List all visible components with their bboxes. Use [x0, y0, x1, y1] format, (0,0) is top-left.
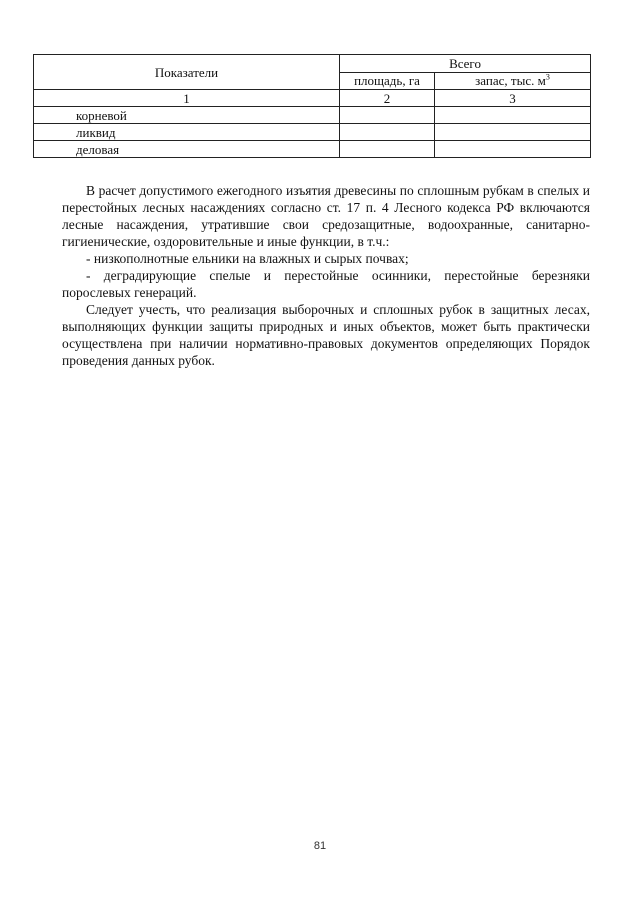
row-stock-cell [435, 107, 591, 124]
row-label: ликвид [34, 124, 340, 141]
row-area-cell [340, 141, 435, 158]
row-stock-cell [435, 124, 591, 141]
table-row [34, 107, 591, 124]
indicators-table [33, 54, 591, 158]
body-text [62, 182, 590, 369]
row-area-cell [340, 107, 435, 124]
header-indicators: Показатели [34, 55, 340, 90]
row-stock-cell [435, 141, 591, 158]
table-row [34, 124, 591, 141]
header-stock-label: запас, тыс. м [475, 73, 546, 89]
header-stock [435, 72, 591, 90]
table-row [34, 141, 591, 158]
list-item-aspen-birch: - деградирующие спелые и перестойные осинники, перестойные березняки порослевых генераций. [62, 268, 590, 300]
header-stock-superscript: 3 [545, 72, 550, 82]
row-label: деловая [34, 141, 340, 158]
row-label: корневой [34, 107, 340, 124]
page-number: 81 [313, 840, 327, 852]
header-total: Всего [340, 55, 591, 73]
column-number-3: 3 [435, 90, 591, 107]
column-number-2: 2 [340, 90, 435, 107]
column-number-1: 1 [34, 90, 340, 107]
header-area: площадь, га [340, 72, 435, 90]
paragraph-harvest-calculation: В расчет допустимого ежегодного изъятия древесины по сплошным рубкам в спелых и перестойных лесных насаждениях согласно ст. 17 п. 4 Лесного кодекса РФ включаются лесные насаждения, утратившие свои средозащитные, водоохранные, санитарно-гигиенические, оздоровительные и иные функции, в т.ч.: [62, 183, 590, 249]
row-area-cell [340, 124, 435, 141]
paragraph-protective-forests: Следует учесть, что реализация выборочных и сплошных рубок в защитных лесах, выполняющих функции защиты природных и иных объектов, может быть практически осуществлена при наличии нормативно-правовых документов определяющих Порядок проведения данных рубок. [62, 302, 590, 368]
list-item-spruce: - низкополнотные ельники на влажных и сырых почвах; [86, 251, 409, 266]
